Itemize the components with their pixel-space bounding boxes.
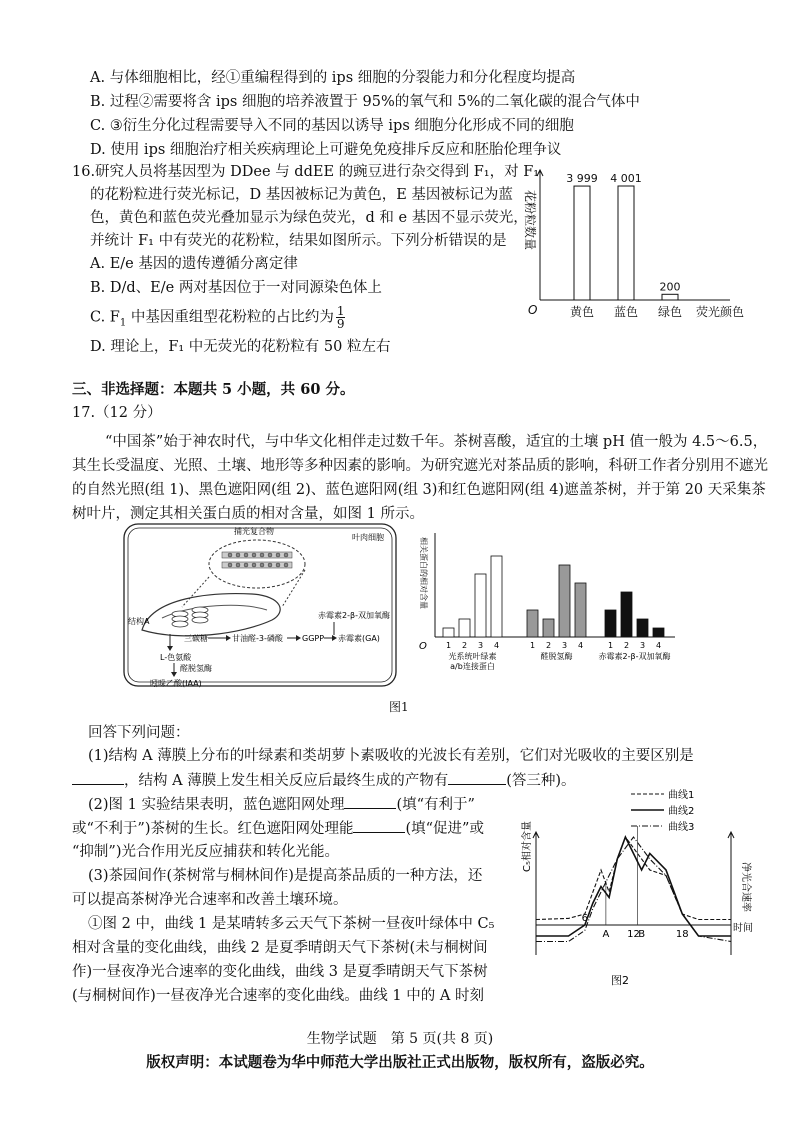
bar-index-label: 2 [545,641,552,650]
bar-value-label: 4 001 [610,172,642,185]
answer-prompt: 回答下列问题： [88,725,190,741]
complex-label: 捕光复合物 [234,527,274,536]
fraction: $\frac{1}{9}$ [336,304,345,331]
gap-label: 甘油醛-3-磷酸 [232,634,283,643]
bar [575,583,586,637]
q3-line: 作)一昼夜净光合速率的变化曲线，曲线 3 是夏季晴朗天气下茶树 [72,964,488,980]
bar [475,574,486,637]
bar [662,294,678,300]
bar-index-label: 3 [477,641,484,650]
bar [527,610,538,637]
q1-line: (1)结构 A 薄膜上分布的叶绿素和类胡萝卜素吸收的光波长有差别，它们对光吸收的主要区别是 [88,748,694,764]
section-title: 三、非选择题：本题共 5 小题，共 60 分。 [72,381,355,398]
x-tick-label: 18 [675,929,689,940]
q16-stem-line: 色，黄色和蓝色荧光叠加显示为绿色荧光，d 和 e 基因不显示荧光， [90,210,528,226]
iaa-label: 吲哚乙酸(IAA) [150,679,202,688]
cell-diagram [122,522,400,690]
q15-option-b: B. 过程②需要将含 ips 细胞的培养液置于 95%的氧气和 5%的二氧化碳的混合气体中 [90,94,640,110]
triose-label: 三碳糖 [184,634,208,643]
cell-label: 叶肉细胞 [352,533,384,542]
q1-line: ，结构 A 薄膜上发生相关反应后最终生成的产物有 (答三种)。 [72,770,576,791]
ga-label: 赤霉素(GA) [338,634,380,643]
legend-label: 曲线3 [668,822,695,833]
bar [621,592,632,637]
bar [653,628,664,637]
answer-blank[interactable] [344,794,396,809]
q3-line: 相对含量的变化曲线，曲线 2 是夏季晴朗天气下茶树(未与桐树间 [72,940,488,956]
bar-value-label: 200 [659,280,681,294]
q15-option-d: D. 使用 ips 细胞治疗相关疾病理论上可避免免疫排斥反应和胚胎伦理争议 [90,142,562,158]
q17-header: 17.（12 分） [72,405,162,421]
bar-index-label: 3 [639,641,646,650]
trp-label: L-色氨酸 [160,653,192,662]
left-axis-label: C₅相对含量 [522,821,533,872]
bar [443,628,454,637]
q16-option-c: C. $F_1$ 中基因重组型花粉粒的占比约为 $\frac{1}{9}$ [90,304,345,331]
category-label: 蓝色 [613,305,639,319]
bar [637,619,648,637]
protein-bar-chart [405,525,680,685]
q2-line: 或“不利于”)茶树的生长。红色遮阳网处理能 (填“促进”或 [72,818,484,839]
q16-option-b: B. D/d、E/e 两对基因位于一对同源染色体上 [90,280,382,296]
bar [543,619,554,637]
q15-option-c: C. ③衍生分化过程需要导入不同的基因以诱导 ips 细胞分化形成不同的细胞 [90,118,574,134]
bar-index-label: 1 [529,641,536,650]
answer-blank[interactable] [72,770,124,785]
q16-stem-line: 16.研究人员将基因型为 DDee 与 ddEE 的豌豆进行杂交得到 F₁，对 F₁ [72,164,540,180]
bar [574,186,590,300]
bar-index-label: 1 [607,641,614,650]
y-axis-label: 相关蛋白的相对含量 [419,537,428,609]
structure-a-label: 结构A [128,617,150,626]
x-axis-label: 荧光颜色 [695,305,745,319]
figure1-caption: 图1 [389,700,409,714]
category-label: 黄色 [569,305,595,319]
x-axis-label: 时间 [733,923,753,934]
copyright-notice: 版权声明：本试题卷为华中师范大学出版社正式出版物，版权所有，盗版必究。 [146,1054,654,1071]
q2-line: “抑制”)光合作用光反应捕获和转化光能。 [72,844,339,860]
grana-stack [172,607,208,627]
bar-index-label: 4 [493,641,500,650]
bar-index-label: 3 [561,641,568,650]
q17-intro-line: 的自然光照(组 1)、黑色遮阳网(组 2)、蓝色遮阳网(组 3)和红色遮阳网(组 4)遮盖茶树，并于第 20 天采集茶 [72,482,766,498]
origin-label: O [419,641,427,652]
ald-label: 醛脱氢酶 [180,664,212,673]
bar-index-label: 4 [577,641,584,650]
q3-line: 可以提高茶树净光合速率和改善土壤环境。 [72,892,348,908]
legend-label: 曲线1 [668,790,695,801]
bar [459,619,470,637]
x-tick-label: B [638,929,646,940]
q3-line: ①图 2 中，曲线 1 是某晴转多云天气下茶树一昼夜叶绿体中 C₅ [88,916,495,932]
bar [605,610,616,637]
answer-blank[interactable] [353,818,405,833]
bar-index-label: 2 [623,641,630,650]
bar [618,186,634,300]
series-line [536,837,731,920]
category-label: 绿色 [657,305,683,319]
legend-label: 曲线2 [668,806,695,817]
q3-line: (与桐树间作)一昼夜净光合速率的变化曲线。曲线 1 中的 A 时刻 [72,988,484,1004]
light-harvesting-complex [222,552,292,568]
pollen-bar-chart [505,160,745,325]
answer-blank[interactable] [448,770,506,785]
right-axis-label: 净光合速率 [740,862,751,912]
bar [559,565,570,637]
page-footer: 生物学试题 第 5 页(共 8 页) [306,1031,494,1047]
series-line [536,837,731,936]
bar-index-label: 4 [655,641,662,650]
ggpp-label: GGPP [302,634,325,643]
y-axis-label: 花粉粒数量 [523,190,537,251]
group-label: a/b连接蛋白 [450,662,495,671]
x-tick-label: 12 [627,929,640,940]
bar-value-label: 3 999 [566,172,598,186]
line-chart-figure2 [516,782,766,992]
bar [491,556,502,637]
q16-stem-line: 的花粉粒进行荧光标记，D 基因被标记为黄色，E 基因被标记为蓝 [90,187,513,203]
enzyme-label: 赤霉素2-β-双加氧酶 [318,611,390,620]
q16-option-a: A. E/e 基因的遗传遵循分离定律 [90,256,298,272]
q16-stem-line: 并统计 F₁ 中有荧光的花粉粒，结果如图所示。下列分析错误的是 [90,233,507,249]
origin-label: O [528,303,538,317]
q2-line: (2)图 1 实验结果表明，蓝色遮阳网处理 (填“有利于” [88,794,475,815]
group-label: 光系统叶绿素 [448,652,497,661]
x-tick-label: 6 [581,913,588,924]
group-label: 醛脱氢酶 [540,652,573,661]
q17-intro-line: “中国茶”始于神农时代，与中华文化相伴走过数千年。茶树喜酸，适宜的土壤 pH 值一般为 4.5～6.5， [105,434,768,450]
q17-intro-line: 其生长受温度、光照、土壤、地形等多种因素的影响。为研究遮光对茶品质的影响，科研工作者分别用不遮光 [72,458,768,474]
bar-index-label: 1 [445,641,452,650]
q16-option-d: D. 理论上，F₁ 中无荧光的花粉粒有 50 粒左右 [90,339,391,355]
figure2-caption: 图2 [611,974,629,987]
group-label: 赤霉素2-β-双加氧酶 [598,652,671,661]
q3-line: (3)茶园间作(茶树常与桐林间作)是提高茶品质的一种方法，还 [88,868,483,884]
bar-index-label: 2 [461,641,468,650]
q17-intro-line: 树叶片，测定其相关蛋白质的相对含量，如图 1 所示。 [72,506,424,522]
q15-option-a: A. 与体细胞相比，经①重编程得到的 ips 细胞的分裂能力和分化程度均提高 [90,70,576,86]
x-tick-label: A [602,929,610,940]
